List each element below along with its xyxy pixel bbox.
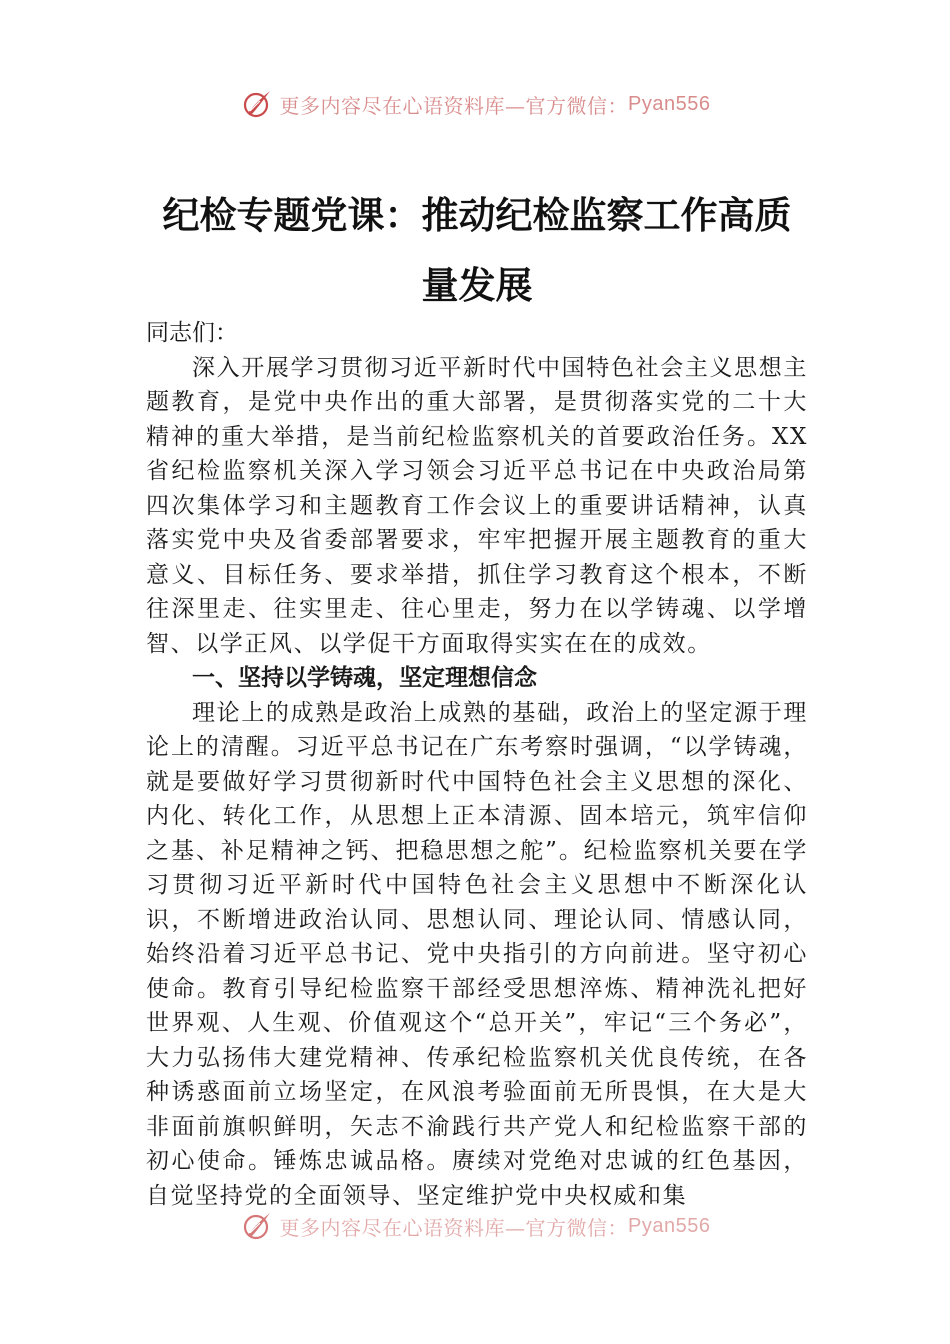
watermark-wechat-id: Pyan556 <box>628 1214 711 1237</box>
document-title: 纪检专题党课：推动纪检监察工作高质量发展 <box>162 193 792 307</box>
paragraph-section-1: 理论上的成熟是政治上成熟的基础，政治上的坚定源于理论上的清醒。习近平总书记在广东考察时强调，“以学铸魂，就是要做好学习贯彻新时代中国特色社会主义思想的深化、内化、转化工作，从思想上正本清源、固本培元，筑牢信仰之基、补足精神之钙、把稳思想之舵”。纪检监察机关要在学习贯彻习近平新时代中国特色社会主义思想中不断深化认识，不断增进政治认同、思想认同、理论认同、情感认同，始终沿着习近平总书记、党中央指引的方向前进。坚守初心使命。教育引导纪检监察干部经受思想淬炼、精神洗礼把好世界观、人生观、价值观这个“总开关”，牢记“三个务必”，大力弘扬伟大建党精神、传承纪检监察机关优良传统，在各种诱惑面前立场坚定，在风浪考验面前无所畏惧，在大是大非面前旗帜鲜明，矢志不渝践行共产党人和纪检监察干部的初心使命。锤炼忠诚品格。赓续对党绝对忠诚的红色基因，自觉坚持党的全面领导、坚定维护党中央权威和集 <box>146 699 808 1209</box>
quill-logo-icon <box>240 87 274 121</box>
watermark-text: 更多内容尽在心语资料库—官方微信： <box>279 1215 629 1240</box>
salutation: 同志们： <box>146 320 238 346</box>
watermark-wechat-id: Pyan556 <box>628 92 711 115</box>
document-body <box>146 316 808 1221</box>
watermark-text: 更多内容尽在心语资料库—官方微信： <box>279 93 629 118</box>
paragraph-intro: 深入开展学习贯彻习近平新时代中国特色社会主义思想主题教育，是党中央作出的重大部署，是贯彻落实党的二十大精神的重大举措，是当前纪检监察机关的首要政治任务。XX省纪检监察机关深入学习领会习近平总书记在中央政治局第四次集体学习和主题教育工作会议上的重要讲话精神，认真落实党中央及省委部署要求，牢牢把握开展主题教育的重大意义、目标任务、要求举措，抓住学习教育这个根本，不断往深里走、往实里走、往心里走，努力在以学铸魂、以学增智、以学正风、以学促干方面取得实实在在的成效。 <box>146 354 808 657</box>
section-heading-1: 一、坚持以学铸魂，坚定理想信念 <box>192 665 537 691</box>
quill-logo-icon <box>240 1209 274 1243</box>
watermark-header <box>0 84 950 124</box>
document-header <box>146 180 808 320</box>
watermark-footer <box>0 1206 950 1246</box>
